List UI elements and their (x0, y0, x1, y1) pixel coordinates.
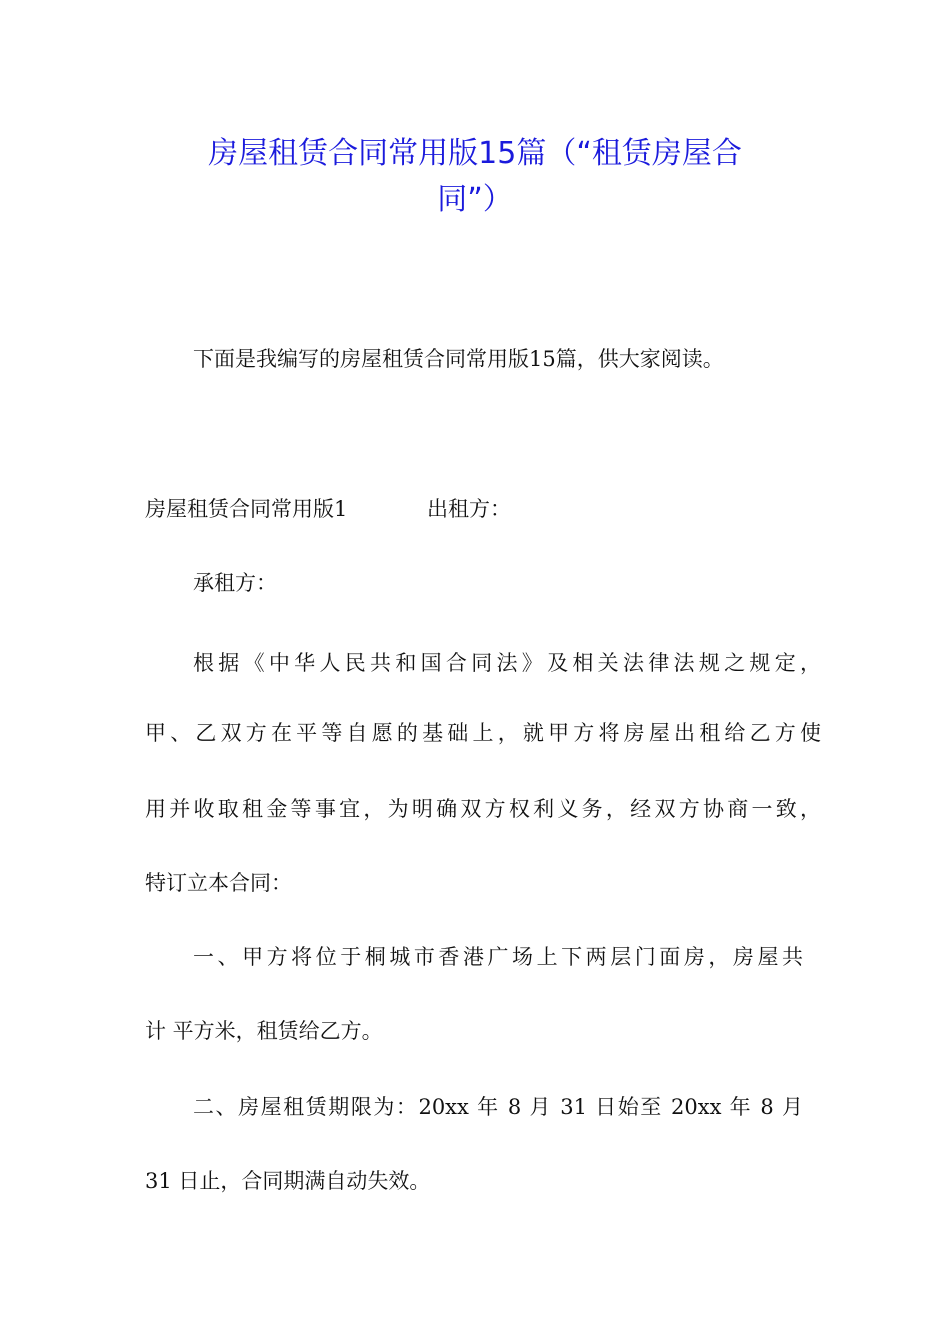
basis-paragraph-line-3: 用并收取租金等事宜，为明确双方权利义务，经双方协商一致， (145, 797, 821, 821)
intro-paragraph: 下面是我编写的房屋租赁合同常用版15篇，供大家阅读。 (193, 347, 724, 371)
section-heading: 房屋租赁合同常用版1 (145, 497, 348, 521)
clause-1-line-2: 计 平方米，租赁给乙方。 (145, 1019, 383, 1043)
basis-paragraph-line-2: 甲、乙双方在平等自愿的基础上，就甲方将房屋出租给乙方使 (145, 721, 821, 745)
clause-2-line-1: 二、房屋租赁期限为：20xx 年 8 月 31 日始至 20xx 年 8 月 (193, 1095, 803, 1119)
basis-paragraph-line-1: 根据《中华人民共和国合同法》及相关法律法规之规定， (193, 651, 821, 675)
document-title-line-2: 同”） (437, 182, 513, 217)
clause-1-line-1: 一、甲方将位于桐城市香港广场上下两层门面房，房屋共 (193, 945, 803, 969)
basis-paragraph-line-4: 特订立本合同： (145, 871, 292, 895)
lessor-label: 出租方： (427, 497, 511, 521)
document-title-line-1: 房屋租赁合同常用版15篇（“租赁房屋合 (208, 136, 742, 171)
clause-2-line-2: 31 日止，合同期满自动失效。 (145, 1169, 431, 1193)
lessee-label: 承租方： (193, 571, 277, 595)
